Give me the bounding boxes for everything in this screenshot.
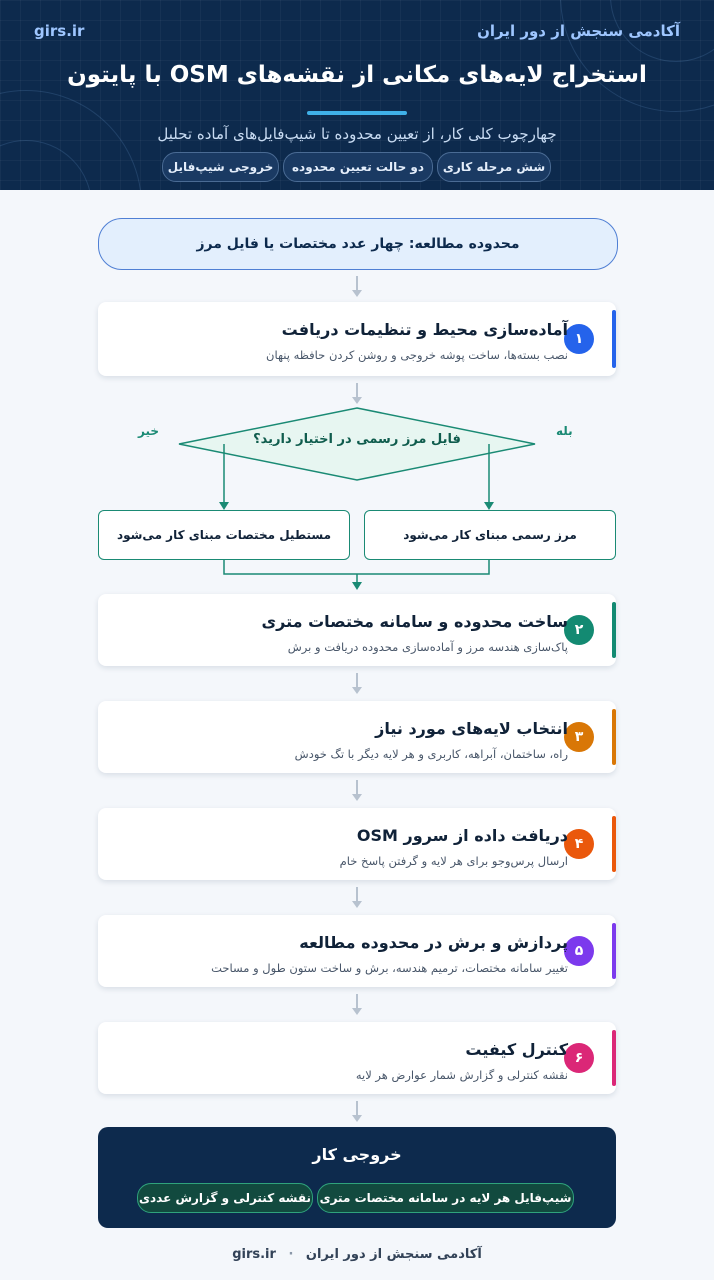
- step-title: انتخاب لایه‌های مورد نیاز: [375, 719, 568, 738]
- step-number-badge: ۱: [564, 324, 594, 354]
- connector-arrow: [356, 887, 358, 901]
- output-chip-report: نقشه کنترلی و گزارش عددی: [137, 1183, 313, 1213]
- step-card-3: [98, 701, 616, 773]
- connector-arrow: [356, 780, 358, 794]
- step-stripe: [612, 1030, 616, 1086]
- yes-branch-box: مرز رسمی مبنای کار می‌شود: [364, 510, 616, 560]
- step-card-2: [98, 594, 616, 666]
- step-card-1: [98, 302, 616, 376]
- yes-branch-arrowhead: [484, 502, 494, 510]
- step-description: نقشه کنترلی و گزارش شمار عوارض هر لایه: [355, 1068, 568, 1082]
- step-card-4: [98, 808, 616, 880]
- footer-site[interactable]: girs.ir: [232, 1247, 276, 1262]
- decision-yes-label: بله: [556, 424, 573, 438]
- step-stripe: [612, 310, 616, 368]
- footer-academy: آکادمی سنجش از دور ایران: [305, 1247, 482, 1262]
- header-chip-modes: دو حالت تعیین محدوده: [283, 152, 433, 182]
- step-description: راه، ساختمان، آبراهه، کاربری و هر لایه دیگر با تگ خودش: [294, 747, 568, 761]
- step-number-badge: ۴: [564, 829, 594, 859]
- step-number-badge: ۶: [564, 1043, 594, 1073]
- step-card-6: [98, 1022, 616, 1094]
- connector-arrowhead: [352, 1115, 362, 1122]
- output-title: خروجی کار: [312, 1145, 402, 1164]
- connector-arrow: [356, 994, 358, 1008]
- output-chip-shapefile: شیپ‌فایل هر لایه در سامانه مختصات متری: [317, 1183, 574, 1213]
- study-area-box: محدوده مطالعه: چهار عدد مختصات یا فایل مرز: [98, 218, 618, 270]
- step-number-badge: ۳: [564, 722, 594, 752]
- step-stripe: [612, 923, 616, 979]
- connector-arrowhead: [352, 290, 362, 297]
- step-title: دریافت داده از سرور OSM: [356, 826, 568, 845]
- connector-arrow: [356, 383, 358, 397]
- step-title: آماده‌سازی محیط و تنظیمات دریافت: [281, 320, 568, 339]
- step-title: کنترل کیفیت: [465, 1040, 568, 1059]
- page-title: استخراج لایه‌های مکانی از نقشه‌های OSM با پایتون: [67, 62, 647, 88]
- brand-academy: آکادمی سنجش از دور ایران: [477, 22, 680, 40]
- brand-site[interactable]: girs.ir: [34, 22, 85, 40]
- connector-arrow: [356, 1101, 358, 1115]
- decision-diagram: [0, 400, 714, 590]
- connector-arrowhead: [352, 794, 362, 801]
- step-description: ارسال پرس‌وجو برای هر لایه و گرفتن پاسخ خام: [339, 854, 568, 868]
- step-title: ساخت محدوده و سامانه مختصات متری: [261, 612, 568, 631]
- no-branch-arrowhead: [219, 502, 229, 510]
- step-stripe: [612, 709, 616, 765]
- header-banner: [0, 0, 714, 190]
- page-subtitle: چهارچوب کلی کار، از تعیین محدوده تا شیپ‌فایل‌های آماده تحلیل: [157, 125, 557, 143]
- step-description: تغییر سامانه مختصات، ترمیم هندسه، برش و ساخت ستون طول و مساحت: [211, 961, 568, 975]
- header-chip-output: خروجی شیپ‌فایل: [162, 152, 279, 182]
- step-description: نصب بسته‌ها، ساخت پوشه خروجی و روشن کردن حافظه پنهان: [266, 348, 568, 362]
- connector-arrowhead: [352, 687, 362, 694]
- footer-separator: ·: [288, 1247, 294, 1262]
- step-title: پردازش و برش در محدوده مطالعه: [299, 933, 568, 952]
- step-number-badge: ۵: [564, 936, 594, 966]
- step-card-5: [98, 915, 616, 987]
- step-stripe: [612, 602, 616, 658]
- connector-arrowhead: [352, 1008, 362, 1015]
- step-number-badge: ۲: [564, 615, 594, 645]
- footer: [0, 1247, 714, 1262]
- output-box: [98, 1127, 616, 1228]
- connector-arrow: [356, 276, 358, 290]
- header-chip-steps: شش مرحله کاری: [437, 152, 551, 182]
- merge-line: [224, 558, 489, 574]
- decision-question: فایل مرز رسمی در اختیار دارید؟: [253, 432, 461, 447]
- step-stripe: [612, 816, 616, 872]
- connector-arrowhead: [352, 901, 362, 908]
- merge-arrowhead: [352, 582, 362, 590]
- decision-no-label: خیر: [138, 424, 160, 438]
- step-description: پاک‌سازی هندسه مرز و آماده‌سازی محدوده دریافت و برش: [287, 640, 568, 654]
- connector-arrow: [356, 673, 358, 687]
- title-underline: [307, 111, 407, 115]
- no-branch-box: مستطیل مختصات مبنای کار می‌شود: [98, 510, 350, 560]
